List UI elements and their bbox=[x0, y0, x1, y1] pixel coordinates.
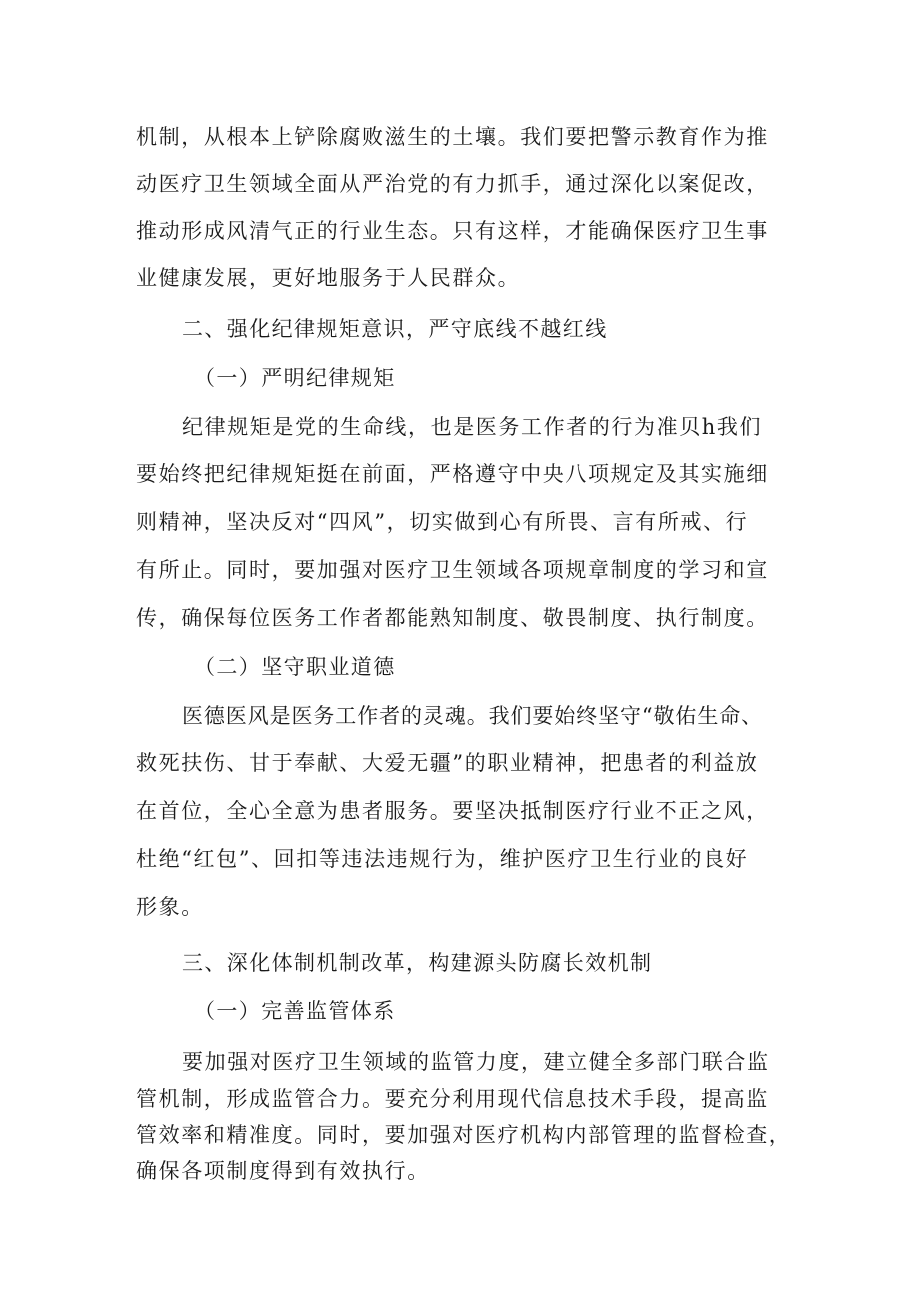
paragraph-line: 形象。 bbox=[136, 895, 204, 919]
paragraph-line: 则精神，坚决反对“四风”，切实做到心有所畏、言有所戒、行 bbox=[136, 510, 749, 534]
paragraph-line: 传，确保每位医务工作者都能熟知制度、敬畏制度、执行制度。 bbox=[136, 606, 769, 630]
paragraph-line: 机制，从根本上铲除腐败滋生的土壤。我们要把警示教育作为推 bbox=[136, 125, 769, 149]
paragraph-line: 推动形成风清气正的行业生态。只有这样，才能确保医疗卫生事 bbox=[136, 219, 769, 243]
paragraph-line: 在首位，全心全意为患者服务。要坚决抵制医疗行业不正之风， bbox=[136, 799, 769, 823]
subsection-heading: （二）坚守职业道德 bbox=[194, 655, 396, 679]
section-heading: 三、深化体制机制改革，构建源头防腐长效机制 bbox=[182, 951, 653, 975]
paragraph-line: 要加强对医疗卫生领域的监管力度，建立健全多部门联合监 bbox=[182, 1050, 770, 1074]
paragraph-line: 有所止。同时，要加强对医疗卫生领域各项规章制度的学习和宣 bbox=[136, 558, 769, 582]
paragraph-line: 纪律规矩是党的生命线，也是医务工作者的行为准贝h我们 bbox=[182, 415, 763, 439]
paragraph-line: 要始终把纪律规矩挺在前面，严格遵守中央八项规定及其实施细 bbox=[136, 462, 769, 486]
section-heading: 二、强化纪律规矩意识，严守底线不越红线 bbox=[182, 317, 608, 341]
paragraph-line: 确保各项制度得到有效执行。 bbox=[136, 1159, 430, 1183]
subsection-heading: （一）完善监管体系 bbox=[194, 999, 396, 1023]
paragraph-line: 医德医风是医务工作者的灵魂。我们要始终坚守“敬佑生命、 bbox=[182, 704, 764, 728]
paragraph-line: 救死扶伤、甘于奉献、大爱无疆”的职业精神，把患者的利益放 bbox=[136, 751, 759, 775]
paragraph-line: 管机制，形成监管合力。要充分利用现代信息技术手段，提高监 bbox=[136, 1087, 769, 1111]
paragraph-line: 动医疗卫生领域全面从严治党的有力抓手，通过深化以案促改， bbox=[136, 172, 769, 196]
paragraph-line: 杜绝“红包”、回扣等违法违规行为，维护医疗卫生行业的良好 bbox=[136, 847, 749, 871]
subsection-heading: （一）严明纪律规矩 bbox=[194, 366, 396, 390]
paragraph-line: 业健康发展，更好地服务于人民群众。 bbox=[136, 266, 521, 290]
paragraph-line: 管效率和精准度。同时，要加强对医疗机构内部管理的监督检查， bbox=[136, 1123, 792, 1147]
